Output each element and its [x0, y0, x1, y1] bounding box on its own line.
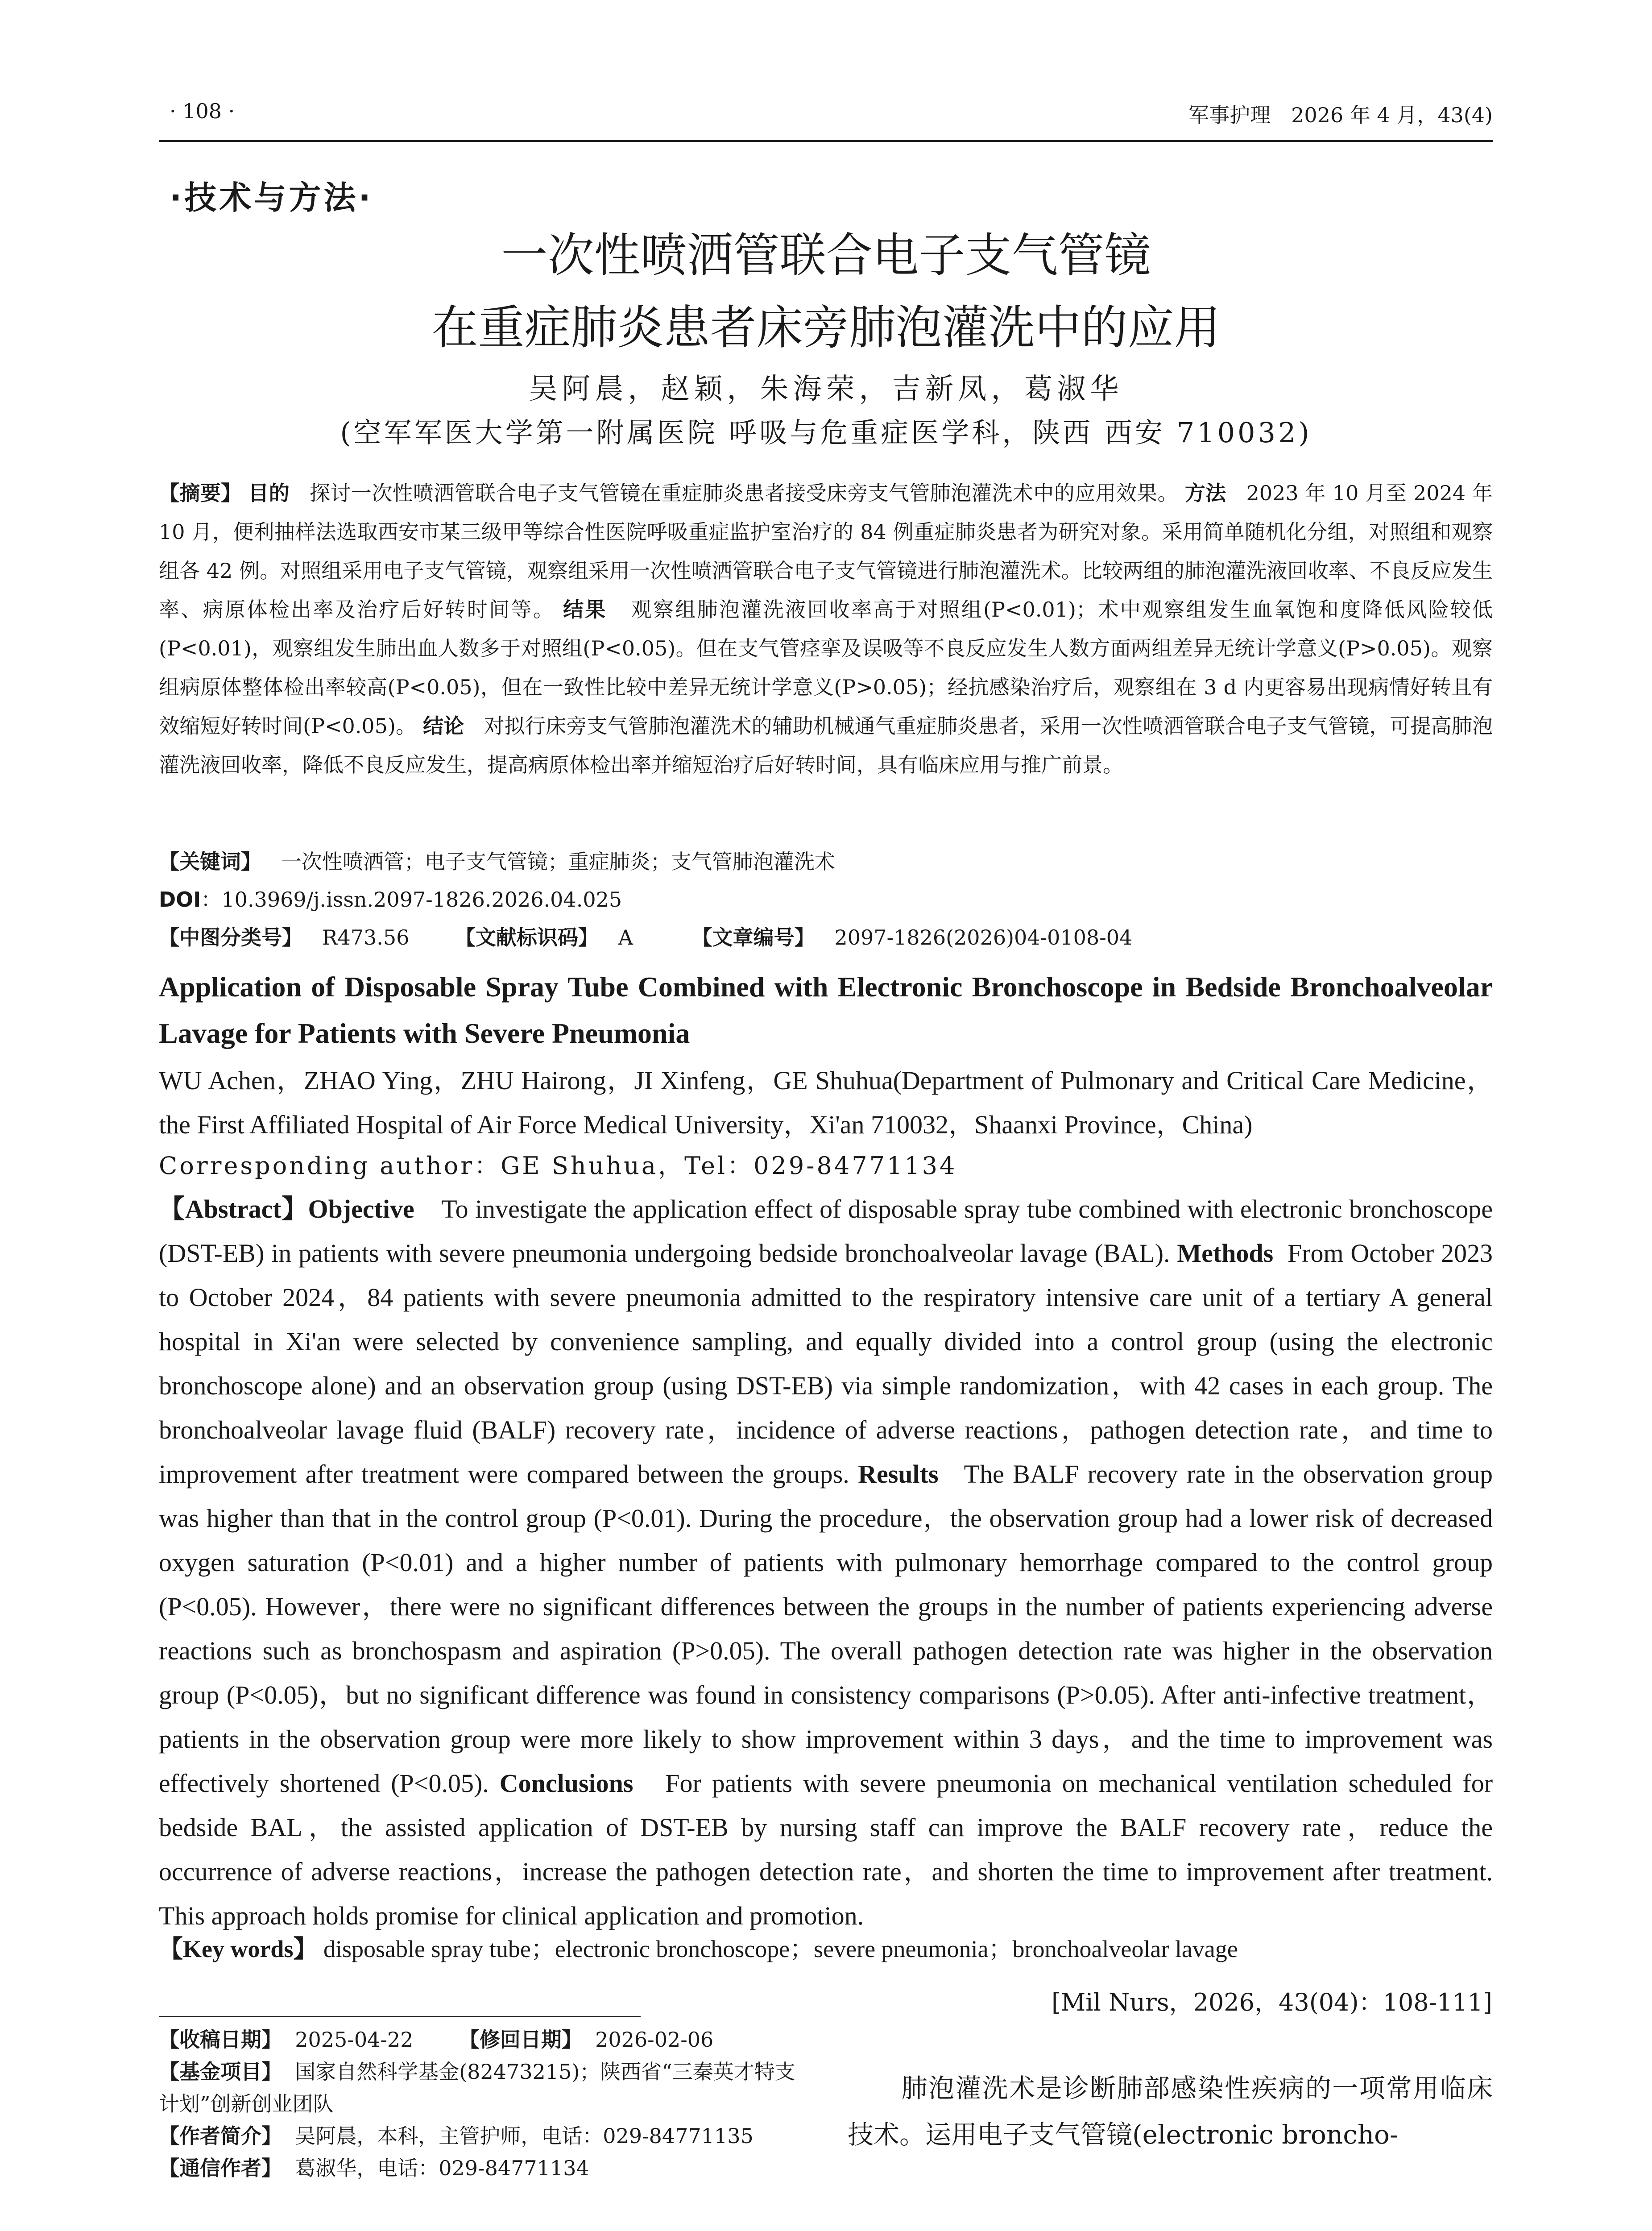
conclusion-cn-label: 结论: [422, 714, 464, 738]
authors-en: WU Achen，ZHAO Ying，ZHU Hairong，JI Xinfeng，GE Shuhua(Department of Pulmonary and Critical Care Medicine，the First Affiliated Hospital of Air Force Medical University，Xi'an 710032，Shaanxi Province，China): [159, 1066, 1493, 1139]
fund-label: 【基金项目】: [159, 2060, 282, 2084]
received-date: 2025-04-22: [295, 2028, 414, 2052]
page-number: · 108 ·: [170, 99, 235, 123]
journal-issue: 军事护理 2026 年 4 月，43(4): [1188, 103, 1493, 127]
keywords-en-text: disposable spray tube；electronic bronchoscope；severe pneumonia；bronchoalveolar lavage: [323, 1936, 1238, 1962]
methods-en: From October 2023 to October 2024，84 patients with severe pneumonia admitted to the respiratory intensive care unit of a tertiary A general hospital in Xi'an were selected by convenience sampling, and equally divided into a control group (using the electronic bronchoscope alone) and an observation group (using DST-EB) via simple randomization，with 42 cases in each group. The bronchoalveolar lavage fluid (BALF) recovery rate，incidence of adverse reactions，pathogen detection rate，and time to improvement after treatment were compared between the groups.: [159, 1239, 1493, 1489]
objective-cn: 探讨一次性喷洒管联合电子支气管镜在重症肺炎患者接受床旁支气管肺泡灌洗术中的应用效果。: [310, 481, 1178, 505]
doc-code-value: A: [618, 925, 633, 950]
abstract-en: [159, 1187, 1493, 1938]
methods-en-label: Methods: [1177, 1239, 1274, 1268]
footnote-dates: [159, 2024, 810, 2056]
methods-cn-label: 方法: [1184, 481, 1226, 505]
keywords-cn-label: 【关键词】: [159, 850, 261, 874]
revised-label: 【修回日期】: [459, 2028, 582, 2052]
footnote-corr: [159, 2152, 810, 2184]
conclusion-cn: 对拟行床旁支气管肺泡灌洗术的辅助机械通气重症肺炎患者，采用一次性喷洒管联合电子支气管镜，可提高肺泡灌洗液回收率，降低不良反应发生，提高病原体检出率并缩短治疗后好转时间，具有临床应用与推广前景。: [159, 714, 1493, 777]
citation: [Mil Nurs，2026，43(04)：108-111]: [1051, 1988, 1492, 2016]
keywords-cn-text: 一次性喷洒管；电子支气管镜；重症肺炎；支气管肺泡灌洗术: [281, 850, 835, 874]
abstract-cn-label: 【摘要】: [159, 481, 242, 505]
affiliation-cn: (空军军医大学第一附属医院 呼吸与危重症医学科，陕西 西安 710032): [340, 416, 1312, 449]
abstract-en-label: 【Abstract】: [159, 1194, 308, 1223]
corresponding-en: Corresponding author：GE Shuhua，Tel：029-84771134: [159, 1152, 957, 1180]
received-label: 【收稿日期】: [159, 2028, 282, 2052]
doi-text: ：10.3969/j.issn.2097-1826.2026.04.025: [201, 887, 622, 912]
title-cn-line1: 一次性喷洒管联合电子支气管镜: [501, 228, 1151, 282]
authors-cn: 吴阿晨，赵颖，朱海荣，吉新凤，葛淑华: [529, 373, 1123, 406]
abstract-cn: [159, 474, 1493, 784]
methods-cn: 2023 年 10 月至 2024 年 10 月，便利抽样法选取西安市某三级甲等综合性医院呼吸重症监护室治疗的 84 例重症肺炎患者为研究对象。采用简单随机化分组，对照组和观察组各 42 例。对照组采用电子支气管镜，观察组采用一次性喷洒管联合电子支气管镜进行肺泡灌洗术。比较两组的肺泡灌洗液回收率、不良反应发生率、病原体检出率及治疗后好转时间等。: [159, 481, 1493, 622]
keywords-en-label: 【Key words】: [159, 1936, 318, 1962]
results-en: The BALF recovery rate in the observation group was higher than that in the control group (P<0.01). During the procedure，the observation group had a lower risk of decreased oxygen saturation (P<0.01) and a higher number of patients with pulmonary hemorrhage compared to the control group (P<0.05). However，there were no significant differences between the groups in the number of patients experiencing adverse reactions such as bronchospasm and aspiration (P>0.05). The overall pathogen detection rate was higher in the observation group (P<0.05)，but no significant difference was found in consistency comparisons (P>0.05). After anti-infective treatment，patients in the observation group were more likely to show improvement within 3 days，and the time to improvement was effectively shortened (P<0.05).: [159, 1460, 1493, 1798]
author-label: 【作者简介】: [159, 2124, 282, 2148]
revised-date: 2026-02-06: [595, 2028, 714, 2052]
doi: [159, 880, 1493, 919]
fund-text: 国家自然科学基金(82473215)；陕西省“三秦英才特支计划”创新创业团队: [159, 2060, 795, 2116]
clc-value: R473.56: [322, 925, 410, 950]
clc-label: 【中图分类号】: [159, 925, 302, 950]
keywords-en: [159, 1930, 1238, 1964]
objective-cn-label: 目的: [248, 481, 290, 505]
doc-code-label: 【文献标识码】: [455, 925, 599, 950]
article-no-value: 2097-1826(2026)04-0108-04: [834, 925, 1133, 950]
objective-en: To investigate the application effect of disposable spray tube combined with electronic bronchoscope (DST-EB) in patients with severe pneumonia undergoing bedside bronchoalveolar lavage (BAL).: [159, 1194, 1493, 1268]
title-en: Application of Disposable Spray Tube Combined with Electronic Bronchoscope in Bedside Bronchoalveolar Lavage for Patients with Severe Pneumonia: [159, 971, 1493, 1049]
article-no-label: 【文章编号】: [691, 925, 815, 950]
footnote-rule: [159, 2016, 641, 2017]
author-text: 吴阿晨，本科，主管护师，电话：029-84771135: [295, 2124, 754, 2148]
results-en-label: Results: [858, 1460, 939, 1489]
section-tag: ·技术与方法·: [170, 179, 373, 216]
footnote-author: [159, 2120, 810, 2152]
conclusions-en-label: Conclusions: [499, 1769, 633, 1798]
results-cn-label: 结果: [563, 597, 607, 622]
body-start: 肺泡灌洗术是诊断肺部感染性疾病的一项常用临床技术。运用电子支气管镜(electronic broncho-: [848, 2073, 1493, 2150]
doi-label: DOI: [159, 887, 201, 912]
results-cn: 观察组肺泡灌洗液回收率高于对照组(P<0.01)；术中观察组发生血氧饱和度降低风险较低(P<0.01)，观察组发生肺出血人数多于对照组(P<0.05)。但在支气管痉挛及误吸等不良反应发生人数方面两组差异无统计学意义(P>0.05)。观察组病原体整体检出率较高(P<0.05)，但在一致性比较中差异无统计学意义(P>0.05)；经抗感染治疗后，观察组在 3 d 内更容易出现病情好转且有效缩短好转时间(P<0.05)。: [159, 597, 1493, 738]
corr-text: 葛淑华，电话：029-84771134: [295, 2156, 589, 2180]
objective-en-label: Objective: [308, 1194, 414, 1223]
title-cn-line2: 在重症肺炎患者床旁肺泡灌洗中的应用: [431, 300, 1221, 355]
footnote-fund: [159, 2056, 810, 2120]
corr-label: 【通信作者】: [159, 2156, 282, 2180]
header-rule: [159, 140, 1493, 142]
classification: [159, 918, 1493, 957]
conclusions-en: For patients with severe pneumonia on mechanical ventilation scheduled for bedside BAL，the assisted application of DST-EB by nursing staff can improve the BALF recovery rate，reduce the occurrence of adverse reactions，increase the pathogen detection rate，and shorten the time to improvement after treatment. This approach holds promise for clinical application and promotion.: [159, 1769, 1493, 1930]
keywords-cn: [159, 842, 1493, 881]
